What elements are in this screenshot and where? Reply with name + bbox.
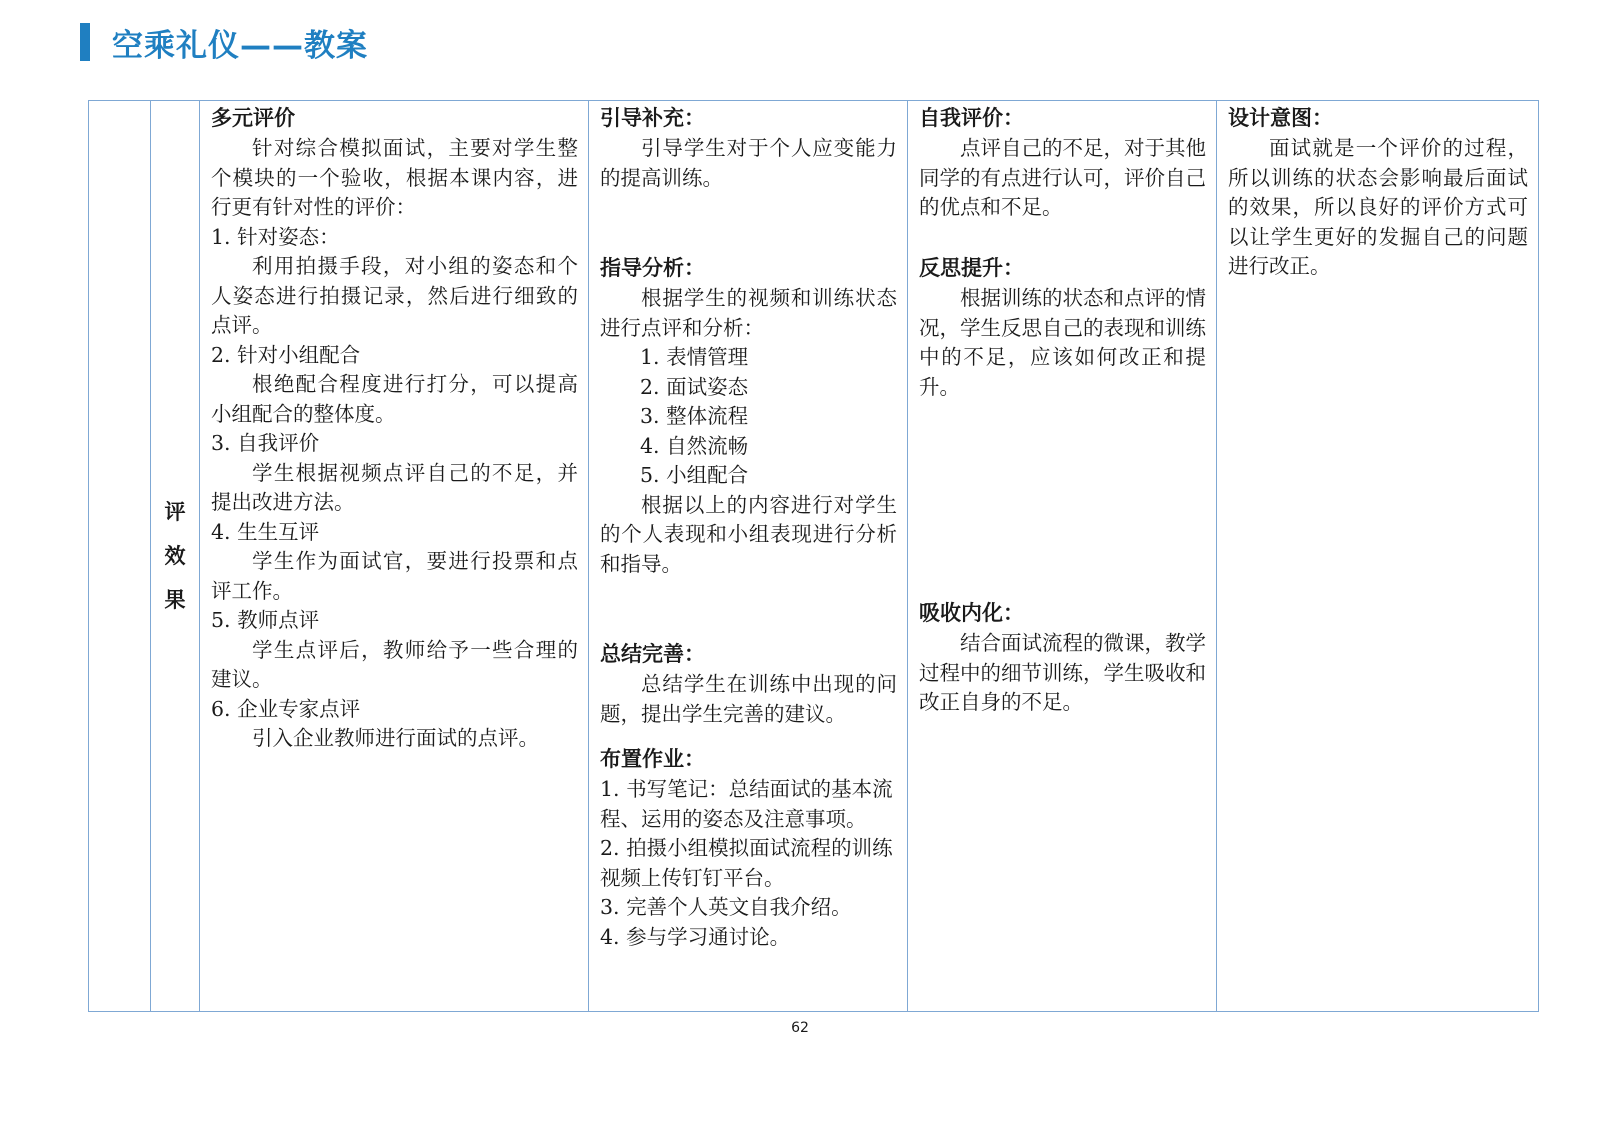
paragraph: 根据训练的状态和点评的情况，学生反思自己的表现和训练中的不足，应该如何改正和提升。 (919, 286, 1206, 399)
empty-cell (89, 101, 151, 1012)
list-item: 5. 小组配合 (640, 463, 749, 487)
page-number: 62 (791, 1020, 809, 1036)
paragraph: 总结学生在训练中出现的问题，提出学生完善的建议。 (600, 672, 897, 726)
design-intent-column (1217, 101, 1539, 1012)
section-heading: 自我评价： (919, 106, 1024, 130)
section-heading: 设计意图： (1228, 106, 1333, 130)
list-item: 2. 面试姿态 (640, 374, 749, 399)
list-item: 3. 完善个人英文自我介绍。 (600, 895, 852, 919)
section-heading: 吸收内化： (919, 601, 1024, 625)
page-title: 空乘礼仪——教案 (112, 27, 368, 64)
list-item: 1. 表情管理 (640, 345, 749, 369)
row-label-char: 评 (164, 500, 186, 524)
paragraph: 根绝配合程度进行打分，可以提高小组配合的整体度。 (211, 372, 578, 426)
table-row (89, 101, 1539, 1012)
paragraph: 引入企业教师进行面试的点评。 (252, 726, 539, 750)
section-heading: 总结完善： (600, 642, 705, 666)
paragraph: 面试就是一个评价的过程，所以训练的状态会影响最后面试的效果，所以良好的评价方式可以让学生更好的发掘自己的问题进行改正。 (1228, 136, 1528, 278)
list-item-title: 4. 生生互评 (211, 519, 320, 544)
paragraph: 根据以上的内容进行对学生的个人表现和小组表现进行分析和指导。 (600, 492, 897, 576)
teacher-activity-column (589, 101, 908, 1012)
paragraph: 针对综合模拟面试，主要对学生整个模块的一个验收，根据本课内容，进行更有针对性的评价： (211, 136, 578, 219)
list-item: 1. 书写笔记：总结面试的基本流程、运用的姿态及注意事项。 (600, 777, 893, 831)
row-label (151, 490, 199, 622)
paragraph: 学生根据视频点评自己的不足，并提出改进方法。 (211, 460, 578, 514)
list-item-title: 1. 针对姿态： (211, 224, 340, 249)
paragraph: 学生作为面试官，要进行投票和点评工作。 (211, 549, 578, 603)
list-item: 4. 参与学习通讨论。 (600, 924, 791, 949)
page-header (80, 22, 368, 62)
lesson-plan-table (88, 100, 1539, 1012)
section-heading: 反思提升： (919, 256, 1024, 280)
list-item-title: 6. 企业专家点评 (211, 696, 361, 721)
list-item-title: 3. 自我评价 (211, 431, 320, 455)
section-heading: 指导分析： (600, 256, 705, 280)
header-accent-bar (80, 23, 90, 61)
paragraph: 利用拍摄手段，对小组的姿态和个人姿态进行拍摄记录，然后进行细致的点评。 (211, 254, 578, 337)
row-label-cell (151, 101, 200, 1012)
list-item-title: 2. 针对小组配合 (211, 342, 361, 367)
paragraph: 引导学生对于个人应变能力的提高训练。 (600, 136, 897, 190)
paragraph: 结合面试流程的微课，教学过程中的细节训练，学生吸收和改正自身的不足。 (919, 631, 1206, 714)
row-label-char: 效 (164, 544, 186, 568)
row-label-char: 果 (164, 588, 186, 612)
paragraph: 学生点评后，教师给予一些合理的建议。 (211, 637, 578, 691)
evaluation-column (200, 101, 589, 1012)
section-heading: 布置作业： (600, 747, 705, 771)
list-item: 4. 自然流畅 (640, 433, 749, 458)
student-activity-column (908, 101, 1217, 1012)
list-item: 2. 拍摄小组模拟面试流程的训练视频上传钉钉平台。 (600, 836, 893, 890)
section-heading: 引导补充： (600, 106, 705, 130)
section-heading: 多元评价 (211, 106, 295, 130)
paragraph: 根据学生的视频和训练状态进行点评和分析： (600, 286, 897, 340)
list-item-title: 5. 教师点评 (211, 608, 320, 632)
paragraph: 点评自己的不足，对于其他同学的有点进行认可，评价自己的优点和不足。 (919, 136, 1206, 219)
list-item: 3. 整体流程 (640, 404, 749, 428)
